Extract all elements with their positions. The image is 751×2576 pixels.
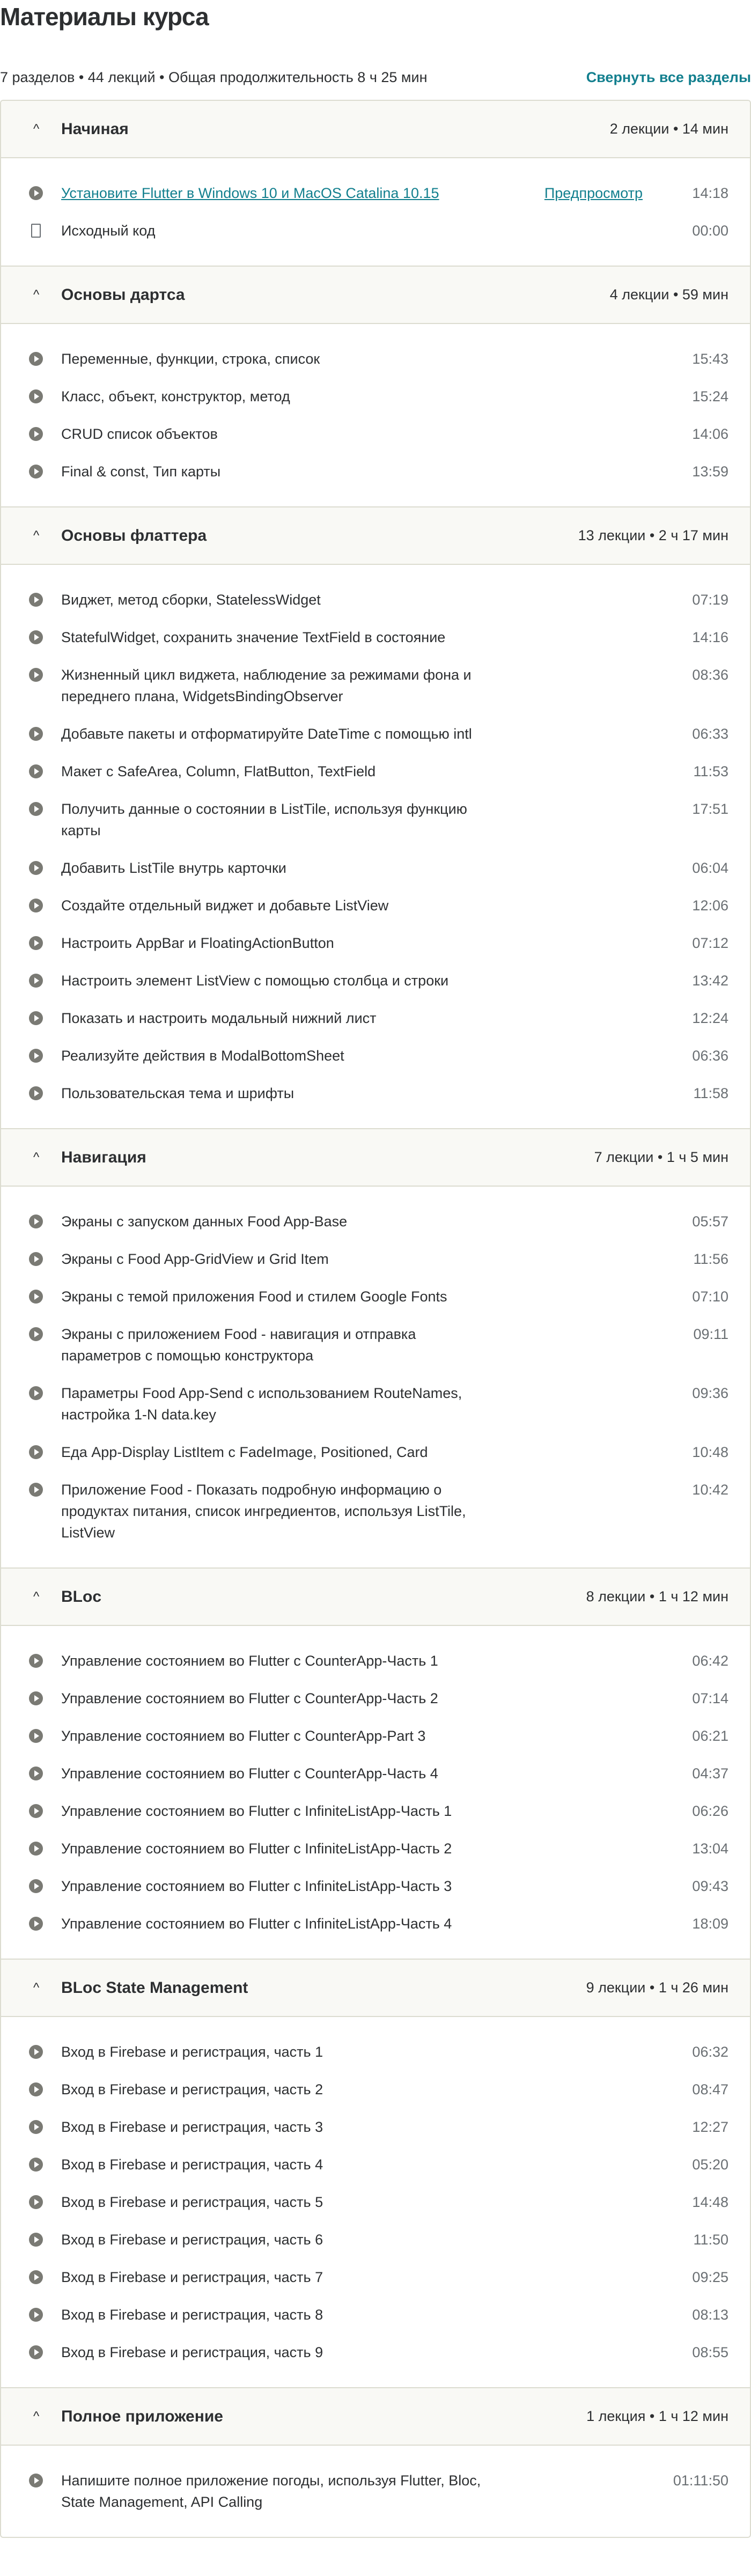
lecture-title: Управление состоянием во Flutter с CounterApp-Part 3	[61, 1728, 426, 1744]
lecture-title: Вход в Firebase и регистрация, часть 8	[61, 2307, 323, 2323]
play-icon	[29, 1248, 45, 1270]
play-shape	[29, 1917, 43, 1931]
play-icon	[29, 589, 45, 610]
play-icon	[29, 2154, 45, 2175]
play-icon	[29, 2342, 45, 2363]
lecture-duration: 13:42	[692, 973, 728, 989]
lecture-row	[29, 924, 728, 962]
play-icon	[29, 1211, 45, 1232]
lecture-duration: 12:06	[692, 897, 728, 914]
play-icon	[29, 423, 45, 445]
play-icon	[29, 2470, 45, 2491]
lecture-title: Показать и настроить модальный нижний лист	[61, 1010, 377, 1026]
play-icon	[29, 2191, 45, 2213]
lecture-title: Управление состоянием во Flutter с InfiniteListApp-Часть 2	[61, 1841, 452, 1857]
lecture-title: Добавьте пакеты и отформатируйте DateTime с помощью intl	[61, 726, 472, 742]
course-summary: 7 разделов • 44 лекций • Общая продолжительность 8 ч 25 мин	[0, 69, 428, 85]
play-shape	[29, 1049, 43, 1063]
lecture-duration: 15:24	[692, 388, 728, 404]
play-shape	[29, 1445, 43, 1459]
lecture-title: CRUD список объектов	[61, 426, 218, 442]
lecture-row	[29, 581, 728, 619]
lecture-duration: 14:48	[692, 2194, 728, 2210]
section-title: Основы дартса	[61, 285, 185, 304]
section-title: BLoc State Management	[61, 1978, 248, 1997]
play-icon	[29, 895, 45, 916]
chevron-up-icon: ^	[33, 528, 40, 543]
lecture-title: Управление состоянием во Flutter с CounterApp-Часть 2	[61, 1690, 438, 1706]
lecture-row	[29, 2183, 728, 2221]
lecture-title: Управление состоянием во Flutter с InfiniteListApp-Часть 1	[61, 1803, 452, 1819]
lecture-title: Вход в Firebase и регистрация, часть 4	[61, 2157, 323, 2173]
lecture-row	[29, 2108, 728, 2146]
lecture-title: Еда App-Display ListItem с FadeImage, Positioned, Card	[61, 1444, 428, 1460]
lecture-duration: 06:32	[692, 2044, 728, 2060]
lecture-title: Создайте отдельный виджет и добавьте ListView	[61, 897, 389, 914]
lecture-row	[29, 1433, 728, 1471]
lecture-row	[29, 715, 728, 753]
lecture-duration: 06:42	[692, 1653, 728, 1669]
section-meta: 4 лекции • 59 мин	[609, 286, 728, 303]
play-icon	[29, 1441, 45, 1463]
lecture-duration: 00:00	[692, 223, 728, 239]
play-shape	[29, 389, 43, 403]
play-shape	[29, 1729, 43, 1743]
lecture-duration: 12:27	[692, 2119, 728, 2135]
play-icon	[29, 857, 45, 879]
play-icon	[29, 1763, 45, 1784]
lecture-title: Получить данные о состоянии в ListTile, используя функцию карты	[61, 801, 467, 838]
lecture-row	[29, 1315, 728, 1374]
lecture-duration: 06:33	[692, 726, 728, 742]
play-shape	[29, 1086, 43, 1100]
play-icon	[29, 2116, 45, 2138]
lecture-row	[29, 619, 728, 656]
section-lecture-list	[1, 2016, 750, 2387]
lecture-row	[29, 1374, 728, 1433]
lecture-row	[29, 340, 728, 378]
lecture-title: Экраны с запуском данных Food App-Base	[61, 1213, 348, 1230]
lecture-row[interactable]	[29, 174, 728, 212]
lecture-duration: 06:36	[692, 1048, 728, 1064]
lecture-duration: 06:04	[692, 860, 728, 876]
lecture-row	[29, 2221, 728, 2258]
play-shape	[29, 2082, 43, 2096]
play-shape	[29, 1654, 43, 1668]
play-icon	[29, 1382, 45, 1404]
play-shape	[29, 2045, 43, 2059]
play-icon	[29, 1725, 45, 1747]
play-shape	[29, 186, 43, 200]
lecture-duration: 07:14	[692, 1690, 728, 1706]
section-lecture-list	[1, 1186, 750, 1567]
lecture-duration: 06:21	[692, 1728, 728, 1744]
preview-link[interactable]: Предпросмотр	[544, 185, 643, 201]
lecture-title: Экраны с темой приложения Food и стилем Google Fonts	[61, 1289, 447, 1305]
section-meta: 1 лекция • 1 ч 12 мин	[586, 2408, 728, 2424]
lecture-row	[29, 2462, 728, 2521]
lecture-duration: 09:25	[692, 2269, 728, 2285]
play-icon	[29, 386, 45, 407]
chevron-up-icon: ^	[33, 2409, 40, 2424]
play-shape	[29, 1252, 43, 1266]
lecture-row	[29, 1240, 728, 1278]
play-icon	[29, 2041, 45, 2063]
lecture-row	[29, 1867, 728, 1905]
play-shape	[29, 1011, 43, 1025]
play-shape	[29, 727, 43, 741]
lecture-row	[29, 212, 728, 249]
play-shape	[29, 936, 43, 950]
lecture-title: Вход в Firebase и регистрация, часть 3	[61, 2119, 323, 2135]
lecture-row	[29, 1471, 728, 1551]
play-shape	[29, 2474, 43, 2487]
play-shape	[29, 630, 43, 644]
lecture-row	[29, 1755, 728, 1792]
play-icon	[29, 1913, 45, 1934]
play-icon	[29, 1838, 45, 1859]
play-shape	[29, 764, 43, 778]
chevron-up-icon: ^	[33, 287, 40, 302]
lecture-title: Напишите полное приложение погоды, используя Flutter, Bloc, State Management, API Calling	[61, 2472, 481, 2510]
play-shape	[29, 1215, 43, 1228]
lecture-title: Вход в Firebase и регистрация, часть 1	[61, 2044, 323, 2060]
lecture-row	[29, 2296, 728, 2334]
curriculum-accordion	[0, 100, 751, 2538]
course-summary-bar	[0, 61, 751, 93]
lecture-title: Макет с SafeArea, Column, FlatButton, TextField	[61, 763, 376, 779]
play-shape	[29, 2120, 43, 2134]
lecture-row	[29, 378, 728, 415]
file-shape	[31, 224, 41, 238]
play-shape	[29, 465, 43, 479]
lecture-duration: 11:56	[693, 1251, 728, 1267]
lecture-title: Исходный код	[61, 223, 156, 239]
play-icon	[29, 348, 45, 370]
lecture-title: Параметры Food App-Send с использованием RouteNames, настройка 1-N data.key	[61, 1385, 462, 1423]
section-header[interactable]	[1, 1567, 750, 1625]
lecture-row	[29, 2033, 728, 2071]
chevron-up-icon: ^	[33, 121, 40, 136]
lecture-title: Экраны с Food App-GridView и Grid Item	[61, 1251, 329, 1267]
lecture-row	[29, 1203, 728, 1240]
section-meta: 7 лекции • 1 ч 5 мин	[594, 1149, 728, 1165]
lecture-title: Вход в Firebase и регистрация, часть 5	[61, 2194, 323, 2210]
play-icon	[29, 664, 45, 686]
lecture-duration: 14:06	[692, 426, 728, 442]
lecture-title: Настроить AppBar и FloatingActionButton	[61, 935, 334, 951]
lecture-duration: 09:36	[692, 1385, 728, 1401]
lecture-row	[29, 2334, 728, 2371]
lecture-duration: 10:48	[692, 1444, 728, 1460]
play-shape	[29, 1767, 43, 1780]
play-icon	[29, 182, 45, 204]
play-shape	[29, 668, 43, 682]
lecture-row	[29, 887, 728, 924]
play-shape	[29, 1386, 43, 1400]
lecture-row	[29, 2071, 728, 2108]
lecture-row	[29, 453, 728, 490]
lecture-duration: 09:43	[692, 1878, 728, 1894]
play-icon	[29, 970, 45, 991]
play-icon	[29, 1323, 45, 1345]
file-icon	[29, 220, 45, 241]
section-title: Начиная	[61, 120, 129, 138]
lecture-duration: 08:47	[692, 2081, 728, 2097]
play-icon	[29, 798, 45, 820]
lecture-row	[29, 1830, 728, 1867]
lecture-duration: 07:19	[692, 592, 728, 608]
lecture-row	[29, 1680, 728, 1717]
lecture-title: Вход в Firebase и регистрация, часть 6	[61, 2232, 323, 2248]
lecture-row	[29, 656, 728, 715]
section-meta: 9 лекции • 1 ч 26 мин	[586, 1979, 728, 1996]
play-shape	[29, 2195, 43, 2209]
section-meta: 13 лекции • 2 ч 17 мин	[578, 527, 728, 543]
lecture-row	[29, 1278, 728, 1315]
section-lecture-list	[1, 1625, 750, 1959]
play-shape	[29, 2345, 43, 2359]
section-title: Полное приложение	[61, 2407, 223, 2425]
lecture-title: StatefulWidget, сохранить значение TextField в состояние	[61, 629, 446, 645]
lecture-duration: 10:42	[692, 1482, 728, 1498]
chevron-up-icon: ^	[33, 1980, 40, 1995]
lecture-title: Управление состоянием во Flutter с CounterApp-Часть 1	[61, 1653, 438, 1669]
lecture-duration: 04:37	[692, 1765, 728, 1782]
play-icon	[29, 1688, 45, 1709]
play-icon	[29, 2229, 45, 2250]
section-header[interactable]	[1, 1128, 750, 1186]
play-shape	[29, 1842, 43, 1856]
lecture-duration: 14:16	[692, 629, 728, 645]
lecture-duration: 06:26	[692, 1803, 728, 1819]
lecture-title: Вход в Firebase и регистрация, часть 9	[61, 2344, 323, 2360]
lecture-title: Управление состоянием во Flutter с InfiniteListApp-Часть 3	[61, 1878, 452, 1894]
section-title: Навигация	[61, 1148, 146, 1166]
lecture-title: Добавить ListTile внутрь карточки	[61, 860, 286, 876]
lecture-duration: 12:24	[692, 1010, 728, 1026]
lecture-row	[29, 849, 728, 887]
play-icon	[29, 2304, 45, 2325]
play-icon	[29, 2266, 45, 2288]
lecture-title: Вход в Firebase и регистрация, часть 2	[61, 2081, 323, 2097]
play-icon	[29, 1479, 45, 1500]
lecture-row	[29, 1074, 728, 1112]
lecture-duration: 05:20	[692, 2157, 728, 2173]
section-lecture-list	[1, 323, 750, 506]
lecture-title: Управление состоянием во Flutter с InfiniteListApp-Часть 4	[61, 1916, 452, 1932]
play-icon	[29, 1007, 45, 1029]
lecture-row	[29, 1037, 728, 1074]
play-shape	[29, 861, 43, 875]
lecture-title: Класс, объект, конструктор, метод	[61, 388, 290, 404]
lecture-row	[29, 962, 728, 999]
play-shape	[29, 1290, 43, 1304]
section-lecture-list	[1, 157, 750, 266]
play-shape	[29, 1327, 43, 1341]
lecture-title: Пользовательская тема и шрифты	[61, 1085, 294, 1101]
play-shape	[29, 2270, 43, 2284]
lecture-title: Управление состоянием во Flutter с CounterApp-Часть 4	[61, 1765, 438, 1782]
lecture-row	[29, 1642, 728, 1680]
lecture-title[interactable]: Установите Flutter в Windows 10 и MacOS Catalina 10.15	[61, 185, 439, 201]
lecture-title: Жизненный цикл виджета, наблюдение за режимами фона и переднего плана, WidgetsBindingObserver	[61, 667, 472, 704]
lecture-row	[29, 2146, 728, 2183]
lecture-title: Переменные, функции, строка, список	[61, 351, 320, 367]
lecture-duration: 09:11	[693, 1326, 728, 1342]
play-shape	[29, 802, 43, 816]
lecture-title: Реализуйте действия в ModalBottomSheet	[61, 1048, 344, 1064]
lecture-row	[29, 999, 728, 1037]
page-title: Материалы курса	[0, 3, 209, 31]
play-icon	[29, 1083, 45, 1104]
play-icon	[29, 1800, 45, 1822]
play-icon	[29, 723, 45, 745]
section-header[interactable]	[1, 2387, 750, 2445]
play-shape	[29, 1804, 43, 1818]
lecture-duration: 05:57	[692, 1213, 728, 1230]
lecture-duration: 08:55	[692, 2344, 728, 2360]
play-shape	[29, 427, 43, 441]
lecture-row	[29, 2258, 728, 2296]
lecture-duration: 14:18	[692, 185, 728, 201]
play-shape	[29, 1483, 43, 1497]
lecture-duration: 08:13	[692, 2307, 728, 2323]
section-lecture-list	[1, 2445, 750, 2537]
lecture-duration: 07:12	[692, 935, 728, 951]
play-icon	[29, 761, 45, 782]
play-icon	[29, 2079, 45, 2100]
play-shape	[29, 974, 43, 988]
lecture-title: Final & const, Тип карты	[61, 463, 221, 480]
section-lecture-list	[1, 564, 750, 1128]
lecture-title: Приложение Food - Показать подробную информацию о продуктах питания, список ингредиентов, используя ListTile, ListView	[61, 1482, 466, 1541]
play-icon	[29, 1875, 45, 1897]
section-meta: 2 лекции • 14 мин	[609, 121, 728, 137]
lecture-duration: 11:53	[693, 763, 728, 779]
play-icon	[29, 627, 45, 648]
section-header[interactable]	[1, 1959, 750, 2016]
lecture-title: Виджет, метод сборки, StatelessWidget	[61, 592, 321, 608]
lecture-row	[29, 1792, 728, 1830]
play-shape	[29, 899, 43, 912]
section-header[interactable]	[1, 266, 750, 323]
play-icon	[29, 1286, 45, 1307]
lecture-duration: 13:04	[692, 1841, 728, 1857]
lecture-title: Экраны с приложением Food - навигация и отправка параметров с помощью конструктора	[61, 1326, 416, 1364]
lecture-duration: 01:11:50	[673, 2472, 728, 2489]
lecture-duration: 13:59	[692, 463, 728, 480]
section-meta: 8 лекции • 1 ч 12 мин	[586, 1588, 728, 1605]
lecture-row	[29, 790, 728, 849]
play-shape	[29, 593, 43, 607]
play-shape	[29, 1879, 43, 1893]
lecture-title: Настроить элемент ListView с помощью столбца и строки	[61, 973, 449, 989]
lecture-duration: 17:51	[692, 801, 728, 817]
lecture-duration: 11:50	[693, 2232, 728, 2248]
lecture-duration: 18:09	[692, 1916, 728, 1932]
lecture-row	[29, 753, 728, 790]
lecture-title: Вход в Firebase и регистрация, часть 7	[61, 2269, 323, 2285]
chevron-up-icon: ^	[33, 1589, 40, 1604]
play-shape	[29, 2308, 43, 2322]
lecture-row	[29, 1717, 728, 1755]
play-shape	[29, 2158, 43, 2172]
lecture-duration: 08:36	[692, 667, 728, 683]
section-title: BLoc	[61, 1587, 101, 1606]
play-icon	[29, 932, 45, 954]
play-shape	[29, 2233, 43, 2247]
collapse-all-sections-button[interactable]: Свернуть все разделы	[586, 69, 751, 85]
lecture-duration: 07:10	[692, 1289, 728, 1305]
play-shape	[29, 1691, 43, 1705]
play-icon	[29, 461, 45, 482]
lecture-row	[29, 1905, 728, 1942]
lecture-row	[29, 415, 728, 453]
lecture-duration: 15:43	[692, 351, 728, 367]
chevron-up-icon: ^	[33, 1150, 40, 1165]
play-icon	[29, 1650, 45, 1672]
section-header[interactable]	[1, 101, 750, 157]
section-header[interactable]	[1, 506, 750, 564]
play-shape	[29, 352, 43, 366]
play-icon	[29, 1045, 45, 1066]
lecture-duration: 11:58	[693, 1085, 728, 1101]
section-title: Основы флаттера	[61, 526, 207, 544]
